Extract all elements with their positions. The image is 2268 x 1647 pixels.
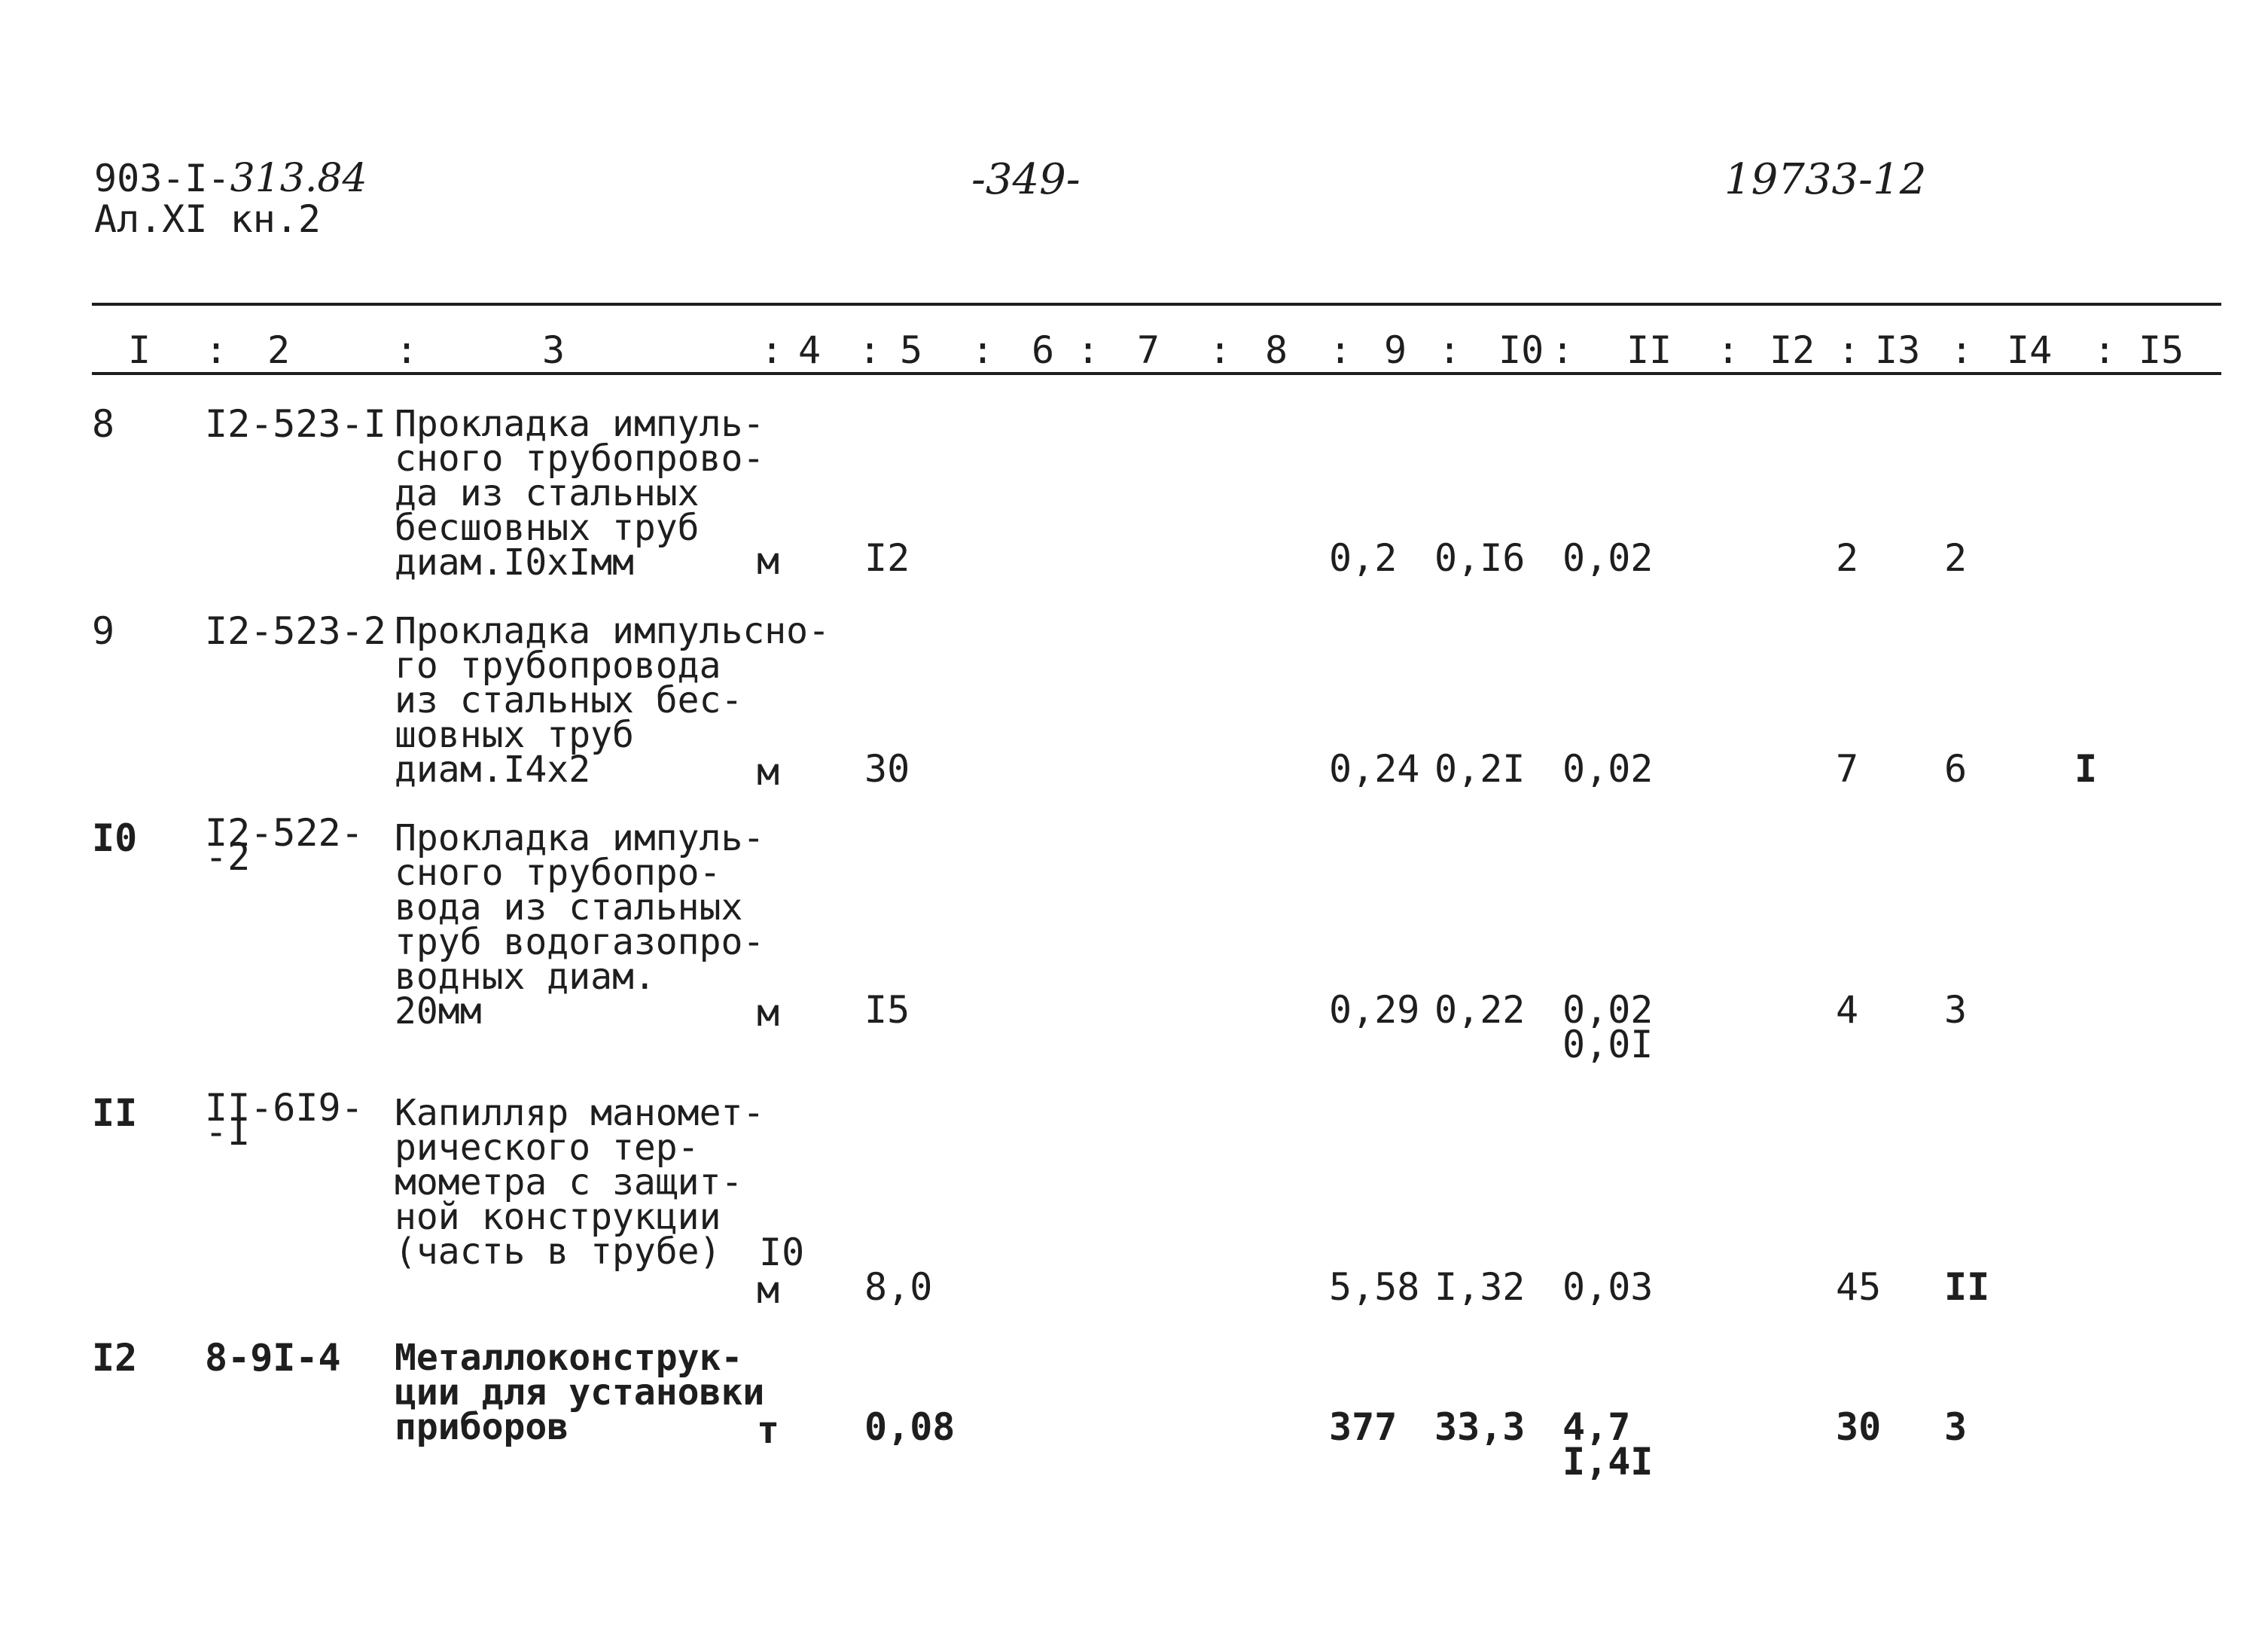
unit: м — [757, 750, 780, 794]
column-separator: : — [1717, 328, 1740, 372]
value-col-12: 7 — [1836, 747, 1859, 791]
value-col-10: 0,2I — [1434, 747, 1526, 791]
value-col-10: 0,I6 — [1434, 536, 1526, 580]
quantity: 0,08 — [864, 1405, 956, 1449]
column-separator: : — [761, 328, 784, 372]
value-col-9: 0,24 — [1329, 747, 1420, 791]
column-separator: : — [2093, 328, 2117, 372]
column-separator: : — [1837, 328, 1861, 372]
value-col-13: 3 — [1944, 988, 1968, 1032]
quantity: 30 — [864, 747, 910, 791]
column-header: 4 — [798, 328, 822, 372]
column-separator: : — [395, 328, 419, 372]
value-col-13: 6 — [1944, 747, 1968, 791]
unit-multiplier: I0 — [759, 1231, 805, 1274]
column-header: I2 — [1770, 328, 1815, 372]
column-header: 6 — [1032, 328, 1055, 372]
value-col-9: 0,29 — [1329, 988, 1420, 1032]
value-col-11-second: 0,0I — [1562, 1023, 1654, 1066]
column-separator: : — [971, 328, 995, 372]
quantity: I5 — [864, 988, 910, 1032]
column-header: 3 — [542, 328, 565, 372]
work-description: Прокладка импульсно- го трубопровода из стальных бес- шовных труб диам.I4x2 — [395, 610, 830, 791]
column-header: I4 — [2007, 328, 2053, 372]
value-col-10: 0,22 — [1434, 988, 1526, 1032]
column-header: 8 — [1265, 328, 1288, 372]
norm-code: II-6I9- -I — [205, 1086, 364, 1154]
row-number: I0 — [92, 816, 138, 860]
value-col-11: 0,02 — [1562, 988, 1654, 1032]
value-col-14: I — [2074, 747, 2098, 791]
value-col-11-second: I,4I — [1562, 1440, 1654, 1484]
column-separator: : — [1077, 328, 1100, 372]
quantity: 8,0 — [864, 1265, 933, 1309]
value-col-12: 2 — [1836, 536, 1859, 580]
column-header: 2 — [267, 328, 291, 372]
column-separator: : — [205, 328, 228, 372]
table-top-rule — [92, 303, 2221, 306]
unit: м — [757, 991, 780, 1035]
column-separator: : — [1950, 328, 1974, 372]
unit: м — [757, 1268, 780, 1312]
column-header: 5 — [900, 328, 923, 372]
value-col-9: 0,2 — [1329, 536, 1398, 580]
norm-code: 8-9I-4 — [205, 1336, 341, 1380]
value-col-11: 4,7 — [1562, 1405, 1631, 1449]
column-header: II — [1626, 328, 1672, 372]
album-reference: Ал.XI кн.2 — [94, 197, 322, 241]
value-col-9: 377 — [1329, 1405, 1398, 1449]
value-col-11: 0,02 — [1562, 536, 1654, 580]
norm-code: I2-523-2 — [205, 609, 386, 653]
document-code-prefix: 903-I- — [94, 157, 230, 200]
value-col-11: 0,02 — [1562, 747, 1654, 791]
value-col-12: 30 — [1836, 1405, 1882, 1449]
document-code — [94, 156, 367, 201]
norm-code: I2-522- -2 — [205, 811, 364, 879]
column-header: 9 — [1384, 328, 1407, 372]
column-header: I0 — [1498, 328, 1544, 372]
value-col-10: 33,3 — [1434, 1405, 1526, 1449]
quantity: I2 — [864, 536, 910, 580]
work-description: Прокладка импуль- сного трубопрово- да из стальных бесшовных труб диам.I0xIмм — [395, 403, 765, 584]
inventory-number: 19733-12 — [1724, 155, 1927, 204]
row-number: 8 — [92, 402, 115, 446]
work-description: Прокладка импуль- сного трубопро- вода из стальных труб водогазопро- водных диам. 20мм — [395, 817, 765, 1032]
work-description: Капилляр маномет- рического тер- мометра с защит- ной конструкции (часть в трубе) — [395, 1092, 765, 1273]
column-separator: : — [858, 328, 882, 372]
work-description: Металлоконструк- ции для установки приборов — [395, 1337, 765, 1448]
table-header-rule — [92, 372, 2221, 375]
value-col-13: II — [1944, 1265, 1990, 1309]
column-separator: : — [1329, 328, 1352, 372]
column-separator: : — [1209, 328, 1232, 372]
document-code-handwritten: 313.84 — [230, 156, 367, 201]
value-col-10: I,32 — [1434, 1265, 1526, 1309]
value-col-12: 45 — [1836, 1265, 1882, 1309]
value-col-11: 0,03 — [1562, 1265, 1654, 1309]
row-number: I2 — [92, 1336, 138, 1380]
row-number: II — [92, 1091, 138, 1135]
value-col-9: 5,58 — [1329, 1265, 1420, 1309]
column-separator: : — [1438, 328, 1462, 372]
column-header: I3 — [1875, 328, 1921, 372]
unit: т — [757, 1408, 780, 1452]
page-number: -349- — [971, 155, 1081, 204]
row-number: 9 — [92, 609, 115, 653]
column-separator: : — [1551, 328, 1574, 372]
value-col-13: 2 — [1944, 536, 1968, 580]
unit: м — [757, 539, 780, 583]
norm-code: I2-523-I — [205, 402, 386, 446]
value-col-12: 4 — [1836, 988, 1859, 1032]
column-header: I — [128, 328, 151, 372]
value-col-13: 3 — [1944, 1405, 1968, 1449]
column-header: I5 — [2138, 328, 2184, 372]
column-header: 7 — [1137, 328, 1160, 372]
